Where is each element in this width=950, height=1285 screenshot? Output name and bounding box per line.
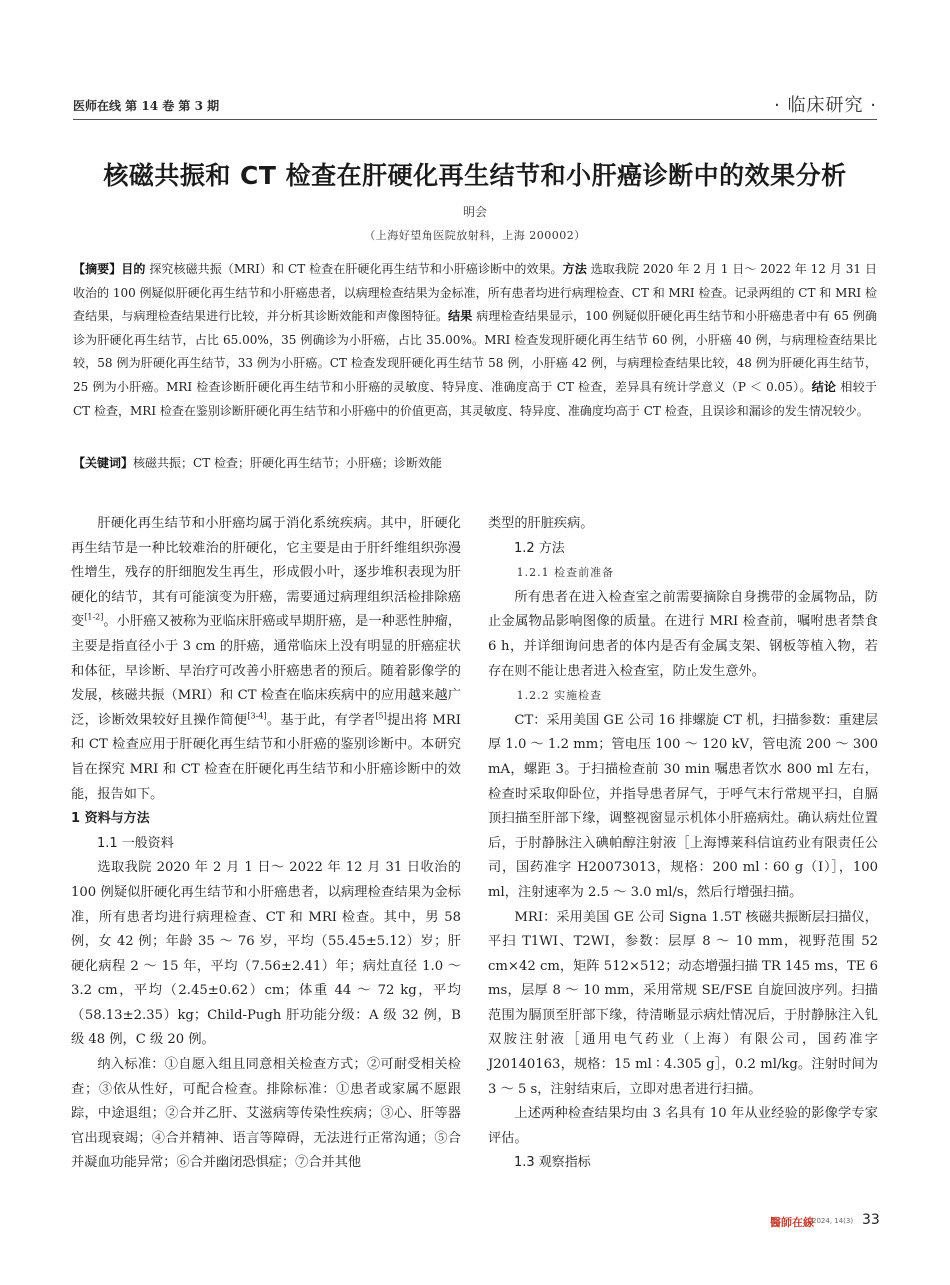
right-column [488,512,878,1176]
abstract [73,258,877,423]
citation-1[interactable]: [1-2] [84,612,104,622]
preparation-paragraph: 所有患者在进入检查室之前需要摘除自身携带的金属物品，防止金属物品影响图像的质量。在进行 MRI 检查前，嘱咐患者禁食 6 h，并详细询问患者的体内是否有金属支架、钢板等植入物，若存在则不能让患者进入检查室，防止发生意外。 [488,589,878,679]
intro-text-b: 。小肝癌又被称为亚临床肝癌或早期肝癌，是一种恶性肿瘤，主要是指直径小于 3 cm 的肝癌，通常临床上没有明显的肝癌症状和体征，早诊断、早治疗可改善小肝癌患者的预后。随着影像学的发展，核磁共振（MRI）和 CT 检查在临床疾病中的应用越来越广泛，诊断效果较好且操作简便 [71,614,462,728]
keywords-label: 【关键词】 [73,456,134,470]
footer-issue: 2024, 14(3) [812,1217,854,1225]
article-affiliation: （上海好望角医院放射科，上海 200002） [364,229,586,242]
intro-text-c: 。基于此，有学者 [266,712,376,728]
conclusion-text: 相较于 CT 检查，MRI 检查在鉴别诊断肝硬化再生结节和小肝癌中的价值更高，其灵敏度、特异度、准确度均高于 CT 检查，且误诊和漏诊的发生情况较少。 [73,379,877,418]
article-author: 明会 [462,205,487,219]
mri-paragraph: MRI：采用美国 GE 公司 Signa 1.5T 核磁共振断层扫描仪，平扫 T1WI、T2WI，参数：层厚 8 ～ 10 mm，视野范围 52 cm×42 cm，矩阵 512×512；动态增强扫描 TR 145 ms，TE 6 ms，层厚 8 ～ 10 mm，采用常规 SE/FSE 自旋回波序列。扫描范围为膈顶至肝部下缘，待清晰显示病灶情况后，于肘静脉注入钆双胺注射液［通用电气药业（上海）有限公司，国药准字 J20140163，规格：15 ml ∶ 4.305 g］，0.2 ml/kg。注射时间为 3 ～ 5 s，注射结束后，立即对患者进行扫描。 [488,909,878,1097]
continued-text: 类型的肝脏疾病。 [488,516,594,531]
heading-methods: 1.2 方法 [514,540,565,556]
citation-2[interactable]: [3-4] [247,711,267,721]
purpose-text: 探究核磁共振（MRI）和 CT 检查在肝硬化再生结节和小肝癌诊断中的效果。 [149,262,563,276]
abstract-label: 【摘要】 [73,262,122,276]
results-text: 病理检查结果显示，100 例疑似肝硬化再生结节和小肝癌患者中有 65 例确诊为肝硬化再生结节，占比 65.00%，35 例确诊为小肝癌，占比 35.00%。MRI 检查发现肝硬化再生结节 60 例，小肝癌 40 例，与病理检查结果比较，58 例为肝硬化再生结节，33 例为小肝癌。CT 检查发现肝硬化再生结节 58 例，小肝癌 42 例，与病理检查结果比较，48 例为肝硬化再生结节，25 例为小肝癌。MRI 检查诊断肝硬化再生结节和小肝癌的灵敏度、特异度、准确度高于 CT 检查，差异具有统计学意义（P ＜ 0.05）。 [73,309,877,394]
results-label: 结果 [448,309,473,324]
heading-preparation: 1.2.1 检查前准备 [516,566,615,580]
conclusion-label: 结论 [811,379,837,394]
general-info-paragraph: 选取我院 2020 年 2 月 1 日～ 2022 年 12 月 31 日收治的 100 例疑似肝硬化再生结节和小肝癌患者，以病理检查结果为金标准，所有患者均进行病理检查、CT 和 MRI 检查。其中，男 58 例，女 42 例；年龄 35 ～ 76 岁，平均（55.45±5.12）岁；肝硬化病程 2 ～ 15 年，平均（7.56±2.41）年；病灶直径 1.0 ～ 3.2 cm，平均（2.45±0.62）cm；体重 44 ～ 72 kg，平均（58.13±2.35）kg；Child-Pugh 肝功能分级：A 级 32 例，B 级 48 例，C 级 20 例。 [71,860,461,1048]
section-label: · 临床研究 · [774,95,877,116]
methods-label: 方法 [562,262,587,276]
intro-text-d: 提出将 MRI 和 CT 检查应用于肝硬化再生结节和小肝癌的鉴别诊断中。本研究旨在探究 MRI 和 CT 检查在肝硬化再生结节和小肝癌诊断中的效能，报告如下。 [71,712,462,802]
criteria-paragraph: 纳入标准：①自愿入组且同意相关检查方式；②可耐受相关检查；③依从性好，可配合检查。排除标准：①患者或家属不愿跟踪，中途退组；②合并乙肝、艾滋病等传染性疾病；③心、肝等器官出现衰竭；④合并精神、语言等障碍，无法进行正常沟通；⑤合并凝血功能异常；⑥合并幽闭恐惧症；⑦合并其他 [71,1057,461,1171]
heading-general-info: 1.1 一般资料 [97,835,174,851]
page-number: 33 [862,1212,880,1228]
header-divider [73,119,877,120]
methods-text: 选取我院 2020 年 2 月 1 日～ 2022 年 12 月 31 日收治的 100 例疑似肝硬化再生结节和小肝癌患者，以病理检查结果为金标准，所有患者均进行病理检查、CT 和 MRI 检查。记录两组的 CT 和 MRI 检查结果，与病理检查结果进行比较，并分析其诊断效能和声像图特征。 [73,262,877,324]
intro-text-a: 肝硬化再生结节和小肝癌均属于消化系统疾病。其中，肝硬化再生结节是一种比较难治的肝硬化，它主要是由于肝纤维组织弥漫性增生，残存的肝细胞发生再生，形成假小叶，逐步堆积表现为肝硬化的结节，其有可能演变为肝癌，需要通过病理组织活检排除癌变 [71,516,461,630]
footer-brand-logo: 醫師在線 [770,1216,814,1229]
heading-materials-methods: 1 资料与方法 [71,811,150,827]
running-header [73,95,877,119]
ct-paragraph: CT：采用美国 GE 公司 16 排螺旋 CT 机，扫描参数：重建层厚 1.0 ～ 1.2 mm；管电压 100 ～ 120 kV，管电流 200 ～ 300 mA，螺距 3。于扫描检查前 30 min 嘱患者饮水 800 ml 左右，检查时采取仰卧位，并指导患者屏气，于呼气末行常规平扫，自膈顶扫描至肝部下缘，调整视窗显示机体小肝癌病灶。确认病灶位置后，于肘静脉注入碘帕醇注射液［上海博莱科信谊药业有限责任公司，国药准字 H20073013，规格：200 ml ∶ 60 g（I）］，100 ml，注射速率为 2.5 ～ 3.0 ml/s，然后行增强扫描。 [488,712,879,900]
heading-observation: 1.3 观察指标 [514,1155,591,1171]
journal-issue: 医师在线 第 14 卷 第 3 期 [73,99,220,113]
experts-paragraph: 上述两种检查结果均由 3 名具有 10 年从业经验的影像学专家评估。 [488,1106,878,1146]
heading-implementation: 1.2.2 实施检查 [516,689,603,703]
citation-3[interactable]: [5] [375,711,387,721]
keywords [73,452,877,475]
purpose-label: 目的 [121,262,146,276]
left-column [71,512,461,1176]
article-title: 核磁共振和 CT 检查在肝硬化再生结节和小肝癌诊断中的效果分析 [103,161,847,190]
keywords-text: 核磁共振；CT 检查；肝硬化再生结节；小肝癌；诊断效能 [133,456,443,470]
intro-paragraph [71,512,461,807]
